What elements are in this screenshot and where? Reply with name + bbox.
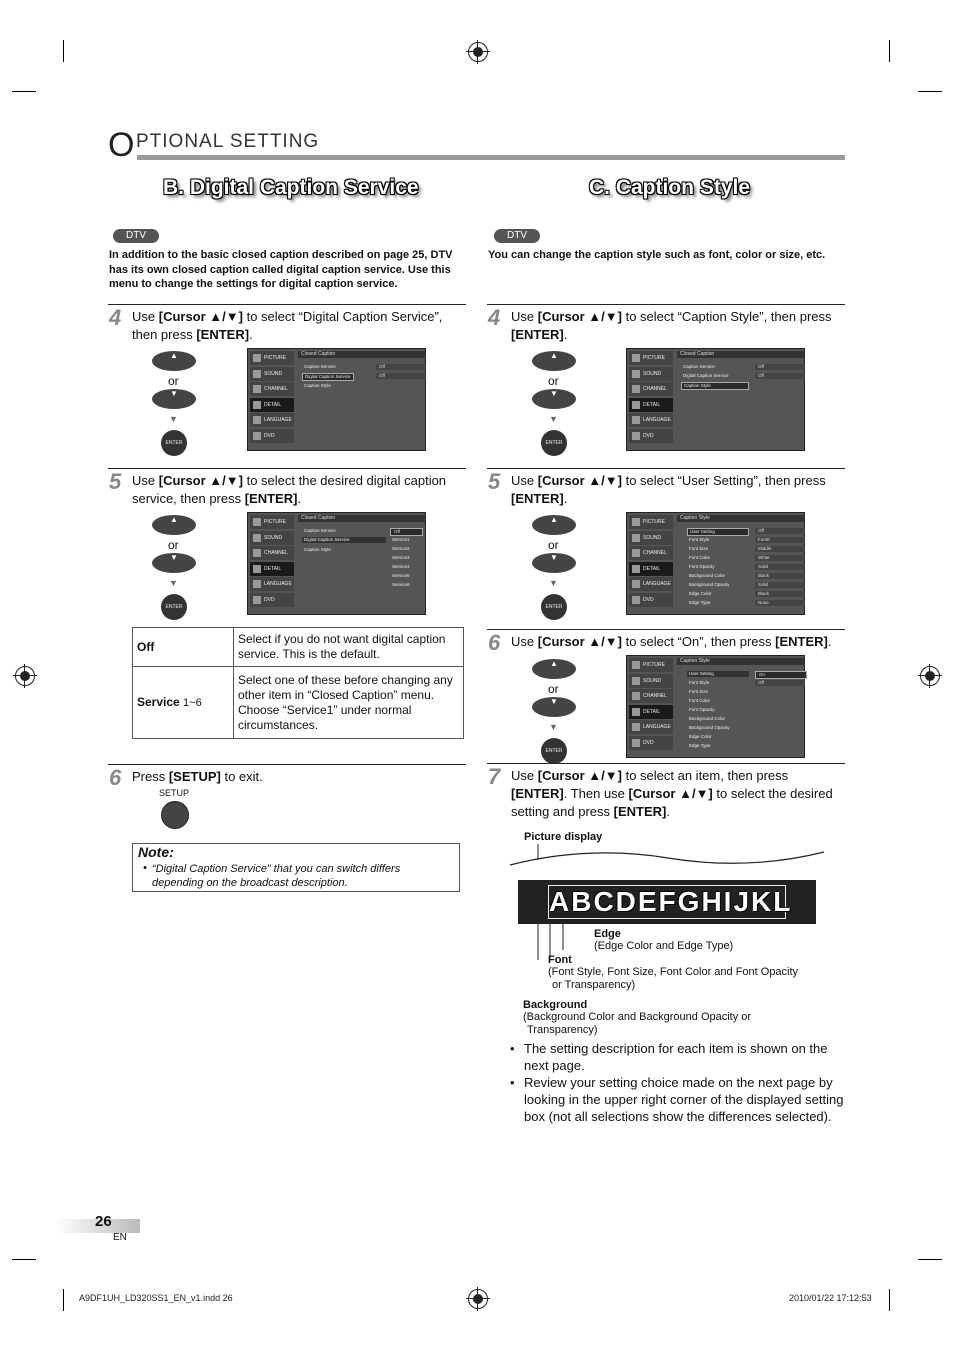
crop-mark — [889, 40, 890, 62]
menu-screen-user-setting — [626, 655, 805, 758]
side-menu-picture: PICTURE — [629, 515, 673, 529]
dtv-badge: DTV — [494, 229, 540, 243]
side-menu-picture: PICTURE — [629, 351, 673, 365]
caption-sample-text: ABCDEFGHIJKL — [549, 886, 793, 917]
menu-row: Font Style — [689, 537, 710, 542]
side-menu-sound: SOUND — [250, 367, 294, 381]
menu-row: Caption Service — [304, 528, 336, 533]
background-desc-line1: (Background Color and Background Opacity or — [523, 1011, 752, 1023]
menu-screen-closed-caption — [247, 348, 426, 451]
side-menu-channel: CHANNEL — [250, 382, 294, 396]
arrow-down-icon: ▼ — [549, 414, 558, 424]
side-menu-sound: SOUND — [629, 531, 673, 545]
table-row — [133, 628, 464, 667]
menu-row: Font Color — [689, 555, 711, 560]
menu-title: Caption Style — [677, 658, 805, 665]
enter-button[interactable]: ENTER — [161, 430, 187, 456]
menu-value: Middle — [755, 546, 805, 552]
step-divider — [108, 468, 466, 469]
side-menu-language: LANGUAGE — [250, 413, 294, 427]
side-menu-sound: SOUND — [250, 531, 294, 545]
step-number: 5 — [109, 469, 122, 494]
side-menu-detail: DETAIL — [250, 562, 294, 576]
remote-cursor-keys — [532, 351, 582, 461]
step-divider — [487, 304, 845, 305]
side-menu-language: LANGUAGE — [250, 577, 294, 591]
or-label: or — [548, 538, 559, 552]
or-label: or — [168, 374, 179, 388]
menu-value: White — [755, 555, 805, 561]
or-label: or — [548, 682, 559, 696]
crop-mark — [63, 40, 64, 62]
step-4-text: Use [Cursor ▲/▼] to select “Caption Style”, then press [ENTER]. — [511, 309, 832, 342]
menu-row: Edge Type — [689, 600, 711, 605]
side-menu-detail: DETAIL — [629, 705, 673, 719]
side-menu-sound: SOUND — [629, 674, 673, 688]
step-number: 5 — [488, 469, 501, 494]
enter-button[interactable]: ENTER — [541, 738, 567, 764]
cursor-down-button[interactable]: ▼ — [532, 553, 576, 573]
menu-row-selected: User Setting — [687, 528, 749, 536]
caption-sample-bar — [518, 880, 816, 924]
side-menu — [250, 351, 294, 448]
menu-title: Closed Caption — [298, 515, 426, 522]
picture-display-curve — [510, 852, 824, 865]
menu-title: Caption Style — [677, 515, 805, 522]
menu-value: Off — [376, 364, 426, 370]
note-text: “Digital Caption Service” that you can switch differs depending on the broadcast description. — [152, 863, 401, 889]
step-7-text: Use [Cursor ▲/▼] to select an item, then press [ENTER]. Then use [Cursor ▲/▼] to select the desired setting and press [ENTER]. — [511, 768, 833, 819]
enter-button[interactable]: ENTER — [161, 594, 187, 620]
table-desc: Select if you do not want digital caption service. This is the default. — [234, 628, 464, 667]
crop-mark — [12, 91, 36, 92]
side-menu-language: LANGUAGE — [629, 720, 673, 734]
side-menu-detail: DETAIL — [250, 398, 294, 412]
side-menu-detail: DETAIL — [629, 562, 673, 576]
menu-value: Off — [755, 364, 805, 370]
font-label: Font — [548, 954, 572, 966]
or-label: or — [168, 538, 179, 552]
crop-mark — [889, 1289, 890, 1311]
side-menu-channel: CHANNEL — [250, 546, 294, 560]
service-options-table — [132, 627, 464, 739]
menu-value: Off — [376, 373, 426, 379]
side-menu-dvd: DVD — [629, 593, 673, 607]
step-number: 7 — [488, 764, 501, 789]
menu-value: Solid — [755, 582, 805, 588]
language-code: EN — [113, 1232, 127, 1243]
step-divider — [108, 764, 466, 765]
menu-value: Off — [755, 373, 805, 379]
step-divider — [487, 468, 845, 469]
side-menu-dvd: DVD — [629, 429, 673, 443]
arrow-down-icon: ▼ — [169, 414, 178, 424]
cursor-up-button[interactable]: ▲ — [152, 515, 196, 535]
menu-row: Edge Color — [689, 591, 712, 596]
header-initial: O — [108, 126, 135, 164]
menu-title: Closed Caption — [677, 351, 805, 358]
side-menu-language: LANGUAGE — [629, 577, 673, 591]
setup-label: SETUP — [159, 788, 190, 798]
side-menu — [629, 658, 673, 755]
menu-row: Font Opacity — [689, 564, 715, 569]
side-menu-sound: SOUND — [629, 367, 673, 381]
step-4-text: Use [Cursor ▲/▼] to select “Digital Caption Service”, then press [ENTER]. — [132, 309, 443, 342]
bullet-list — [510, 1040, 848, 1125]
remote-cursor-keys — [532, 515, 582, 625]
remote-cursor-keys — [152, 515, 202, 625]
side-menu-picture: PICTURE — [250, 515, 294, 529]
side-menu — [250, 515, 294, 612]
menu-row: Background Color — [689, 573, 726, 578]
step-divider — [487, 763, 845, 764]
table-key: Off — [133, 628, 234, 667]
registration-mark-icon — [468, 42, 488, 62]
font-desc-line1: (Font Style, Font Size, Font Color and Font Opacity — [548, 966, 799, 978]
step-number: 4 — [488, 305, 501, 330]
note-box — [132, 843, 460, 892]
setup-button[interactable] — [161, 801, 189, 829]
menu-value: Service6 — [392, 582, 410, 587]
registration-mark-icon — [468, 1289, 488, 1309]
registration-mark-icon — [920, 666, 940, 686]
note-title: Note: — [138, 844, 174, 860]
note-bullet: • — [143, 862, 147, 874]
crop-mark — [63, 1289, 64, 1311]
page-number: 26 — [95, 1213, 112, 1230]
step-5-text: Use [Cursor ▲/▼] to select the desired digital caption service, then press [ENTER]. — [132, 473, 447, 506]
edge-label: Edge — [594, 928, 621, 940]
step-number: 4 — [109, 305, 122, 330]
cursor-down-button[interactable]: ▼ — [532, 389, 576, 409]
crop-mark — [918, 91, 942, 92]
menu-value: Off — [755, 528, 805, 534]
registration-mark-icon — [15, 666, 35, 686]
menu-value: Font0 — [755, 537, 805, 543]
menu-value: Black — [755, 573, 805, 579]
cursor-down-button[interactable]: ▼ — [532, 697, 576, 717]
section-title-caption-style: C. Caption Style — [589, 176, 751, 199]
menu-row: Digital Caption Service — [683, 373, 729, 378]
side-menu-dvd: DVD — [629, 736, 673, 750]
menu-row: Background Opacity — [689, 725, 730, 730]
menu-row: Caption Service — [304, 364, 336, 369]
menu-row-selected: Digital Caption Service — [302, 537, 386, 543]
menu-row: Caption Style — [304, 547, 331, 552]
step-6-text: Press [SETUP] to exit. — [132, 769, 263, 784]
side-menu-language: LANGUAGE — [629, 413, 673, 427]
header-rule — [137, 155, 845, 160]
intro-text: You can change the caption style such as font, color or size, etc. — [488, 249, 826, 261]
cursor-up-button[interactable]: ▲ — [532, 351, 576, 371]
section-title-digital-caption: B. Digital Caption Service — [163, 176, 419, 199]
step-number: 6 — [488, 630, 501, 655]
menu-row: Edge Type — [689, 743, 711, 748]
side-menu — [629, 351, 673, 448]
arrow-down-icon: ▼ — [549, 578, 558, 588]
picture-display-label: Picture display — [524, 831, 603, 843]
menu-row: Background Color — [689, 716, 726, 721]
menu-value: Solid — [755, 564, 805, 570]
table-key: Service 1~6 — [133, 667, 234, 739]
step-divider — [487, 629, 845, 630]
menu-value: Service2 — [392, 546, 410, 551]
side-menu-picture: PICTURE — [629, 658, 673, 672]
table-desc: Select one of these before changing any other item in “Closed Caption” menu. Choose “Service1” under normal circumstances. — [234, 667, 464, 739]
menu-row-selected: Digital Caption Service — [302, 373, 354, 381]
menu-row: Font Style — [689, 680, 710, 685]
font-desc-line2: or Transparency) — [552, 979, 636, 991]
intro-text: In addition to the basic closed caption described on page 25, DTV has its own closed caption called digital caption service. Use this menu to change the settings for digital caption service. — [109, 249, 453, 290]
step-5-text: Use [Cursor ▲/▼] to select “User Setting”, then press [ENTER]. — [511, 473, 826, 506]
or-label: or — [548, 374, 559, 388]
arrow-down-icon: ▼ — [169, 578, 178, 588]
step-divider — [108, 304, 466, 305]
list-item: • Review your setting choice made on the next page by looking in the upper right corner of the displayed setting box (not all selections show the differences selected). — [510, 1074, 848, 1125]
cursor-up-button[interactable]: ▲ — [532, 659, 576, 679]
menu-value: Service4 — [392, 564, 410, 569]
enter-button[interactable]: ENTER — [541, 594, 567, 620]
dtv-badge: DTV — [113, 229, 159, 243]
menu-value: None — [755, 600, 805, 606]
menu-screen-caption-style — [626, 512, 805, 615]
menu-row: Font Color — [689, 698, 711, 703]
side-menu-dvd: DVD — [250, 429, 294, 443]
side-menu-picture: PICTURE — [250, 351, 294, 365]
menu-value-selected: On — [755, 671, 807, 679]
cursor-down-button[interactable]: ▼ — [152, 389, 196, 409]
background-desc-line2: Transparency) — [527, 1024, 598, 1036]
table-row — [133, 667, 464, 739]
remote-cursor-keys — [152, 351, 202, 461]
side-menu-channel: CHANNEL — [629, 689, 673, 703]
cursor-up-button[interactable]: ▲ — [152, 351, 196, 371]
menu-row-selected: Caption Style — [681, 382, 749, 390]
page-title: PTIONAL SETTING — [136, 131, 320, 152]
background-label: Background — [523, 999, 588, 1011]
menu-title: Closed Caption — [298, 351, 426, 358]
menu-value: Service5 — [392, 573, 410, 578]
enter-button[interactable]: ENTER — [541, 430, 567, 456]
menu-row: Font Opacity — [689, 707, 715, 712]
menu-value: Black — [755, 591, 805, 597]
menu-row-selected: User Setting — [687, 671, 749, 677]
print-date: 2010/01/22 17:12:53 — [789, 1293, 872, 1303]
step-6-text: Use [Cursor ▲/▼] to select “On”, then press [ENTER]. — [511, 634, 832, 649]
edge-desc: (Edge Color and Edge Type) — [594, 940, 734, 952]
file-name: A9DF1UH_LD320SS1_EN_v1.indd 26 — [79, 1293, 233, 1303]
menu-row: Caption Service — [683, 364, 715, 369]
menu-row: Caption Style — [304, 383, 331, 388]
menu-row: Font Size — [689, 546, 709, 551]
menu-row: Edge Color — [689, 734, 712, 739]
menu-row: Background Opacity — [689, 582, 730, 587]
step-number: 6 — [109, 765, 122, 790]
cursor-up-button[interactable]: ▲ — [532, 515, 576, 535]
side-menu — [629, 515, 673, 612]
list-item: • The setting description for each item is shown on the next page. — [510, 1040, 848, 1074]
side-menu-channel: CHANNEL — [629, 382, 673, 396]
menu-value: Service1 — [392, 537, 410, 542]
crop-mark — [12, 1259, 36, 1260]
menu-row: Font Size — [689, 689, 709, 694]
menu-screen-digital-caption-service — [247, 512, 426, 615]
side-menu-channel: CHANNEL — [629, 546, 673, 560]
side-menu-detail: DETAIL — [629, 398, 673, 412]
menu-screen-closed-caption — [626, 348, 805, 451]
cursor-down-button[interactable]: ▼ — [152, 553, 196, 573]
crop-mark — [918, 1259, 942, 1260]
remote-cursor-keys — [532, 659, 582, 769]
arrow-down-icon: ▼ — [549, 722, 558, 732]
menu-value: Off — [755, 680, 805, 686]
menu-value-selected: Off — [390, 528, 423, 536]
menu-value: Service3 — [392, 555, 410, 560]
side-menu-dvd: DVD — [250, 593, 294, 607]
